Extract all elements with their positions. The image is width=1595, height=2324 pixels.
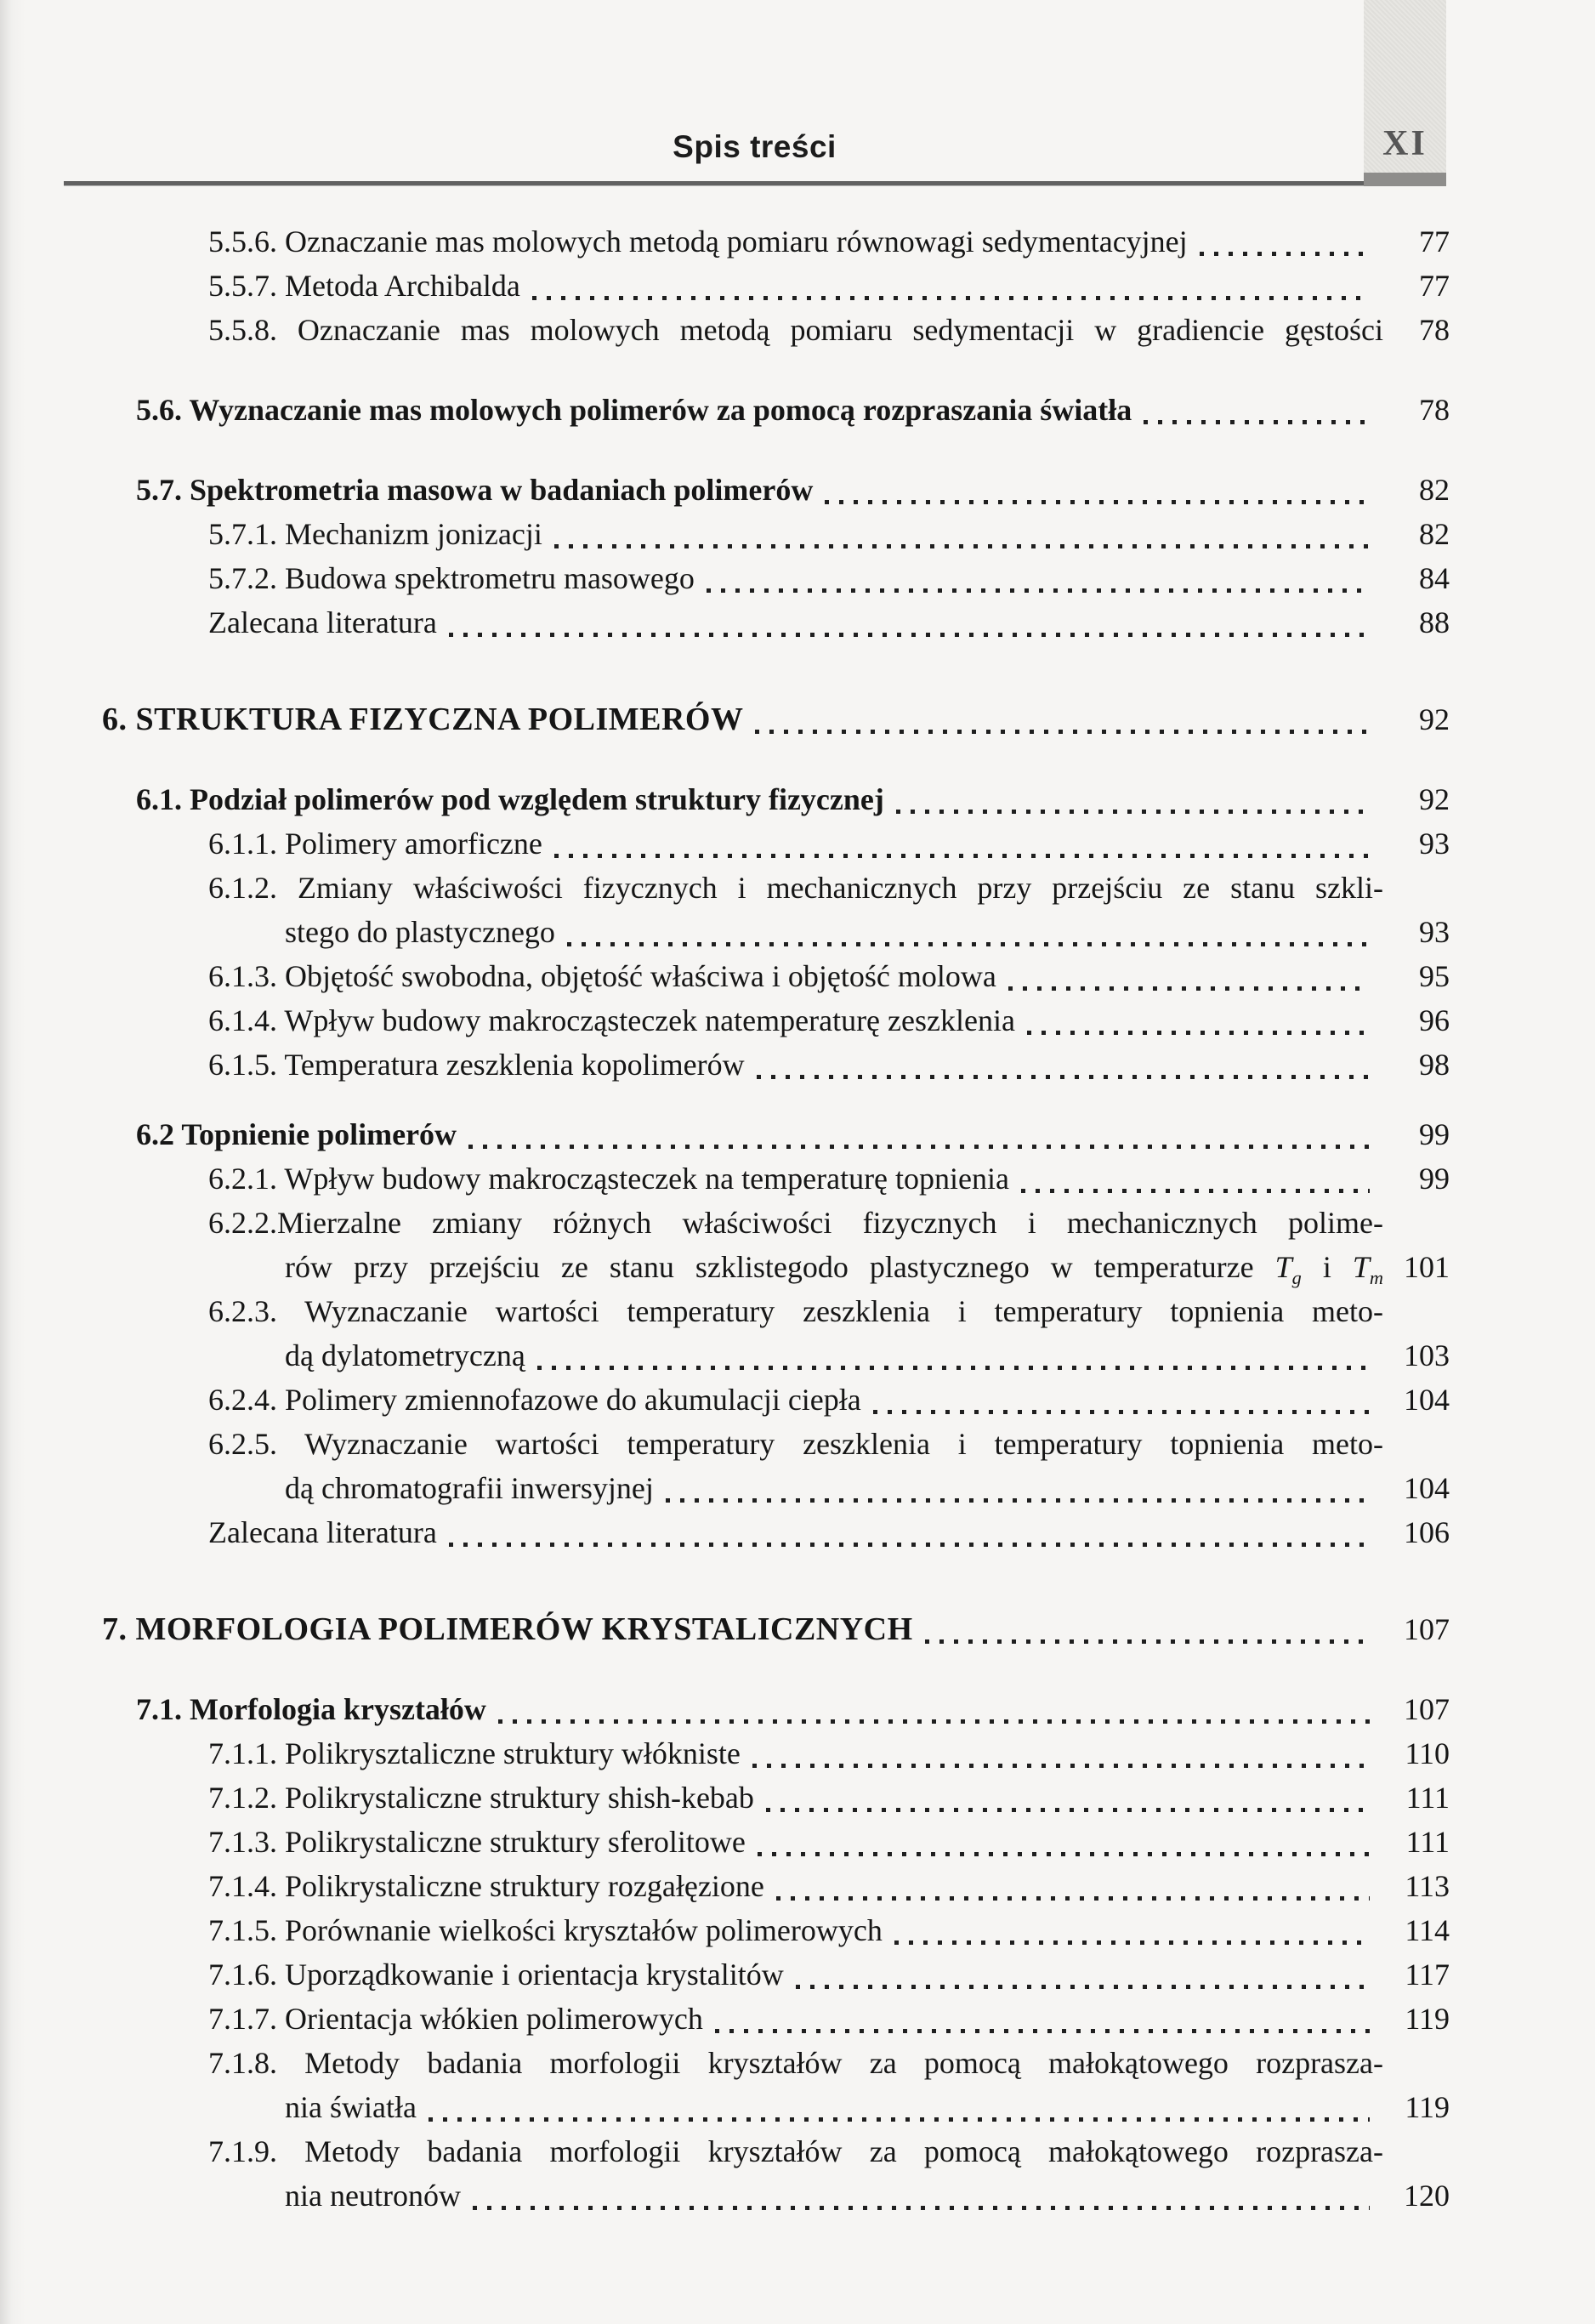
dot-leader	[429, 2117, 1370, 2122]
toc-entry	[102, 1289, 1450, 1333]
toc-entry	[102, 1112, 1450, 1156]
toc-entry	[102, 468, 1450, 512]
toc-page-number: 107	[1404, 1612, 1450, 1646]
toc-entry	[102, 1201, 1450, 1245]
toc-entry-text: Zalecana literatura	[208, 1515, 437, 1549]
toc-page-number: 111	[1405, 1781, 1450, 1815]
toc-entry	[102, 1687, 1450, 1731]
toc-page-number: 117	[1405, 1958, 1450, 1992]
toc-entry-text: 7.1.8. Metody badania morfologii kryształów za pomocą małokątowego rozprasza-	[208, 2046, 1383, 2080]
toc-entry	[102, 1997, 1450, 2041]
toc-entry-continuation	[102, 910, 1450, 954]
toc-entry	[102, 1156, 1450, 1201]
corner-tab	[1364, 0, 1446, 186]
page-header	[64, 0, 1445, 185]
dot-leader	[1027, 1031, 1370, 1035]
dot-leader	[707, 588, 1370, 593]
toc-page-number: 95	[1419, 959, 1450, 993]
toc-entry-text: 7. MORFOLOGIA POLIMERÓW KRYSTALICZNYCH	[102, 1611, 913, 1647]
toc-entry-text: 5.5.6. Oznaczanie mas molowych metodą pomiaru równowagi sedymentacyjnej	[208, 224, 1188, 259]
toc-entry	[102, 1731, 1450, 1776]
toc-entry-text: 7.1.4. Polikrystaliczne struktury rozgałęzione	[208, 1869, 764, 1903]
toc-page-number: 98	[1419, 1048, 1450, 1082]
toc-entry-text: 6.1.3. Objętość swobodna, objętość właściwa i objętość molowa	[208, 959, 996, 993]
page-title: Spis treści	[673, 129, 837, 164]
dot-leader	[567, 942, 1370, 946]
toc-entry-text: 6.2.2.Mierzalne zmiany różnych właściwości fizycznych i mechanicznych polime-	[208, 1206, 1383, 1240]
dot-leader	[1021, 1189, 1370, 1193]
toc-entry-text: 5.7.2. Budowa spektrometru masowego	[208, 561, 695, 595]
toc-page-number: 99	[1419, 1117, 1450, 1151]
toc-page-number: 104	[1404, 1471, 1450, 1505]
toc-entry	[102, 777, 1450, 821]
dot-leader	[894, 1940, 1370, 1945]
toc-entry	[102, 556, 1450, 600]
dot-leader	[757, 1075, 1370, 1079]
toc-entry	[102, 954, 1450, 998]
toc-entry	[102, 998, 1450, 1043]
toc-page-number: 93	[1419, 827, 1450, 861]
toc-entry-text: 6.2 Topnienie polimerów	[136, 1117, 457, 1151]
toc-page-number: 78	[1419, 393, 1450, 427]
toc-list	[102, 219, 1450, 2218]
dot-leader	[796, 1985, 1370, 1989]
toc-entry-text: 7.1.9. Metody badania morfologii kryształów za pomocą małokątowego rozprasza-	[208, 2134, 1383, 2168]
toc-entry-continuation	[102, 1466, 1450, 1510]
dot-leader	[752, 1764, 1370, 1768]
toc-page-number: 101	[1404, 1250, 1450, 1284]
dot-leader	[1144, 420, 1370, 424]
toc-page-number: 93	[1419, 915, 1450, 949]
toc-entry-text: 5.7.1. Mechanizm jonizacji	[208, 517, 542, 551]
dot-leader	[766, 1808, 1370, 1812]
toc-entry-text: 5.6. Wyznaczanie mas molowych polimerów za pomocą rozpraszania światła	[136, 393, 1132, 427]
dot-leader	[473, 2206, 1370, 2210]
toc-entry	[102, 1952, 1450, 1997]
toc-entry-text: 7.1.3. Polikrystaliczne struktury sferolitowe	[208, 1825, 746, 1859]
toc-entry-text: 6.2.1. Wpływ budowy makrocząsteczek na temperaturę topnienia	[208, 1162, 1009, 1196]
toc-page-number: 82	[1419, 517, 1450, 551]
toc-entry-text: 5.5.8. Oznaczanie mas molowych metodą pomiaru sedymentacji w gradiencie gęstości	[208, 313, 1383, 347]
corner-tab-band	[1364, 173, 1446, 186]
toc-entry-text: 7.1.1. Polikrysztaliczne struktury włókniste	[208, 1736, 741, 1770]
toc-entry-text: 6.1.1. Polimery amorficzne	[208, 827, 542, 861]
toc-page-number: 114	[1405, 1913, 1450, 1947]
toc-entry-text: 6.2.3. Wyznaczanie wartości temperatury zeszklenia i temperatury topnienia meto-	[208, 1294, 1383, 1328]
toc-entry	[102, 264, 1450, 308]
toc-page-number: 106	[1404, 1515, 1450, 1549]
toc-entry-text: 7.1. Morfologia kryształów	[136, 1692, 486, 1726]
toc-entry-continuation	[102, 1333, 1450, 1378]
toc-entry-text: 7.1.5. Porównanie wielkości kryształów polimerowych	[208, 1913, 883, 1947]
dot-leader	[776, 1896, 1370, 1901]
toc-entry	[102, 2041, 1450, 2085]
toc-entry-text: 5.5.7. Metoda Archibalda	[208, 269, 520, 303]
dot-leader	[468, 1145, 1370, 1149]
toc-entry-text: nia światła	[285, 2090, 417, 2124]
toc-entry-continuation	[102, 2085, 1450, 2129]
dot-leader	[715, 2029, 1370, 2033]
dot-leader	[873, 1410, 1370, 1414]
dot-leader	[449, 633, 1370, 637]
toc-entry	[102, 821, 1450, 866]
toc-entry-text: 7.1.2. Polikrystaliczne struktury shish-kebab	[208, 1781, 754, 1815]
dot-leader	[825, 500, 1370, 504]
toc-entry-text: dą dylatometryczną	[285, 1338, 525, 1372]
toc-page-number: 92	[1419, 702, 1450, 736]
toc-page-number: 82	[1419, 473, 1450, 507]
toc-entry	[102, 2129, 1450, 2173]
toc-entry	[102, 1378, 1450, 1422]
header-rule	[64, 181, 1445, 185]
toc-entry	[102, 1043, 1450, 1087]
toc-entry-text: 5.7. Spektrometria masowa w badaniach polimerów	[136, 473, 814, 507]
dot-leader	[896, 810, 1370, 814]
toc-entry	[102, 866, 1450, 910]
toc-entry	[102, 1422, 1450, 1466]
toc-page-number: 96	[1419, 1003, 1450, 1037]
dot-leader	[449, 1543, 1370, 1547]
toc-entry-text: dą chromatografii inwersyjnej	[285, 1471, 654, 1505]
toc-entry	[102, 600, 1450, 645]
toc-entry	[102, 388, 1450, 432]
toc-entry-continuation	[102, 1245, 1450, 1289]
toc-page-number: 99	[1419, 1162, 1450, 1196]
toc-entry-text: Zalecana literatura	[208, 605, 437, 639]
toc-entry	[102, 697, 1450, 742]
toc-entry	[102, 1776, 1450, 1820]
toc-entry-text: rów przy przejściu ze stanu szklistegodo plastycznego w temperaturze $T_g$ i $T_m$	[285, 1250, 1383, 1289]
dot-leader	[498, 1719, 1370, 1724]
toc-entry-text: 6.1.4. Wpływ budowy makrocząsteczek natemperaturę zeszklenia	[208, 1003, 1015, 1037]
toc-page-number: 119	[1405, 2002, 1450, 2036]
toc-entry-text: 6.1. Podział polimerów pod względem struktury fizycznej	[136, 782, 884, 816]
toc-entry-text: 6. STRUKTURA FIZYCZNA POLIMERÓW	[102, 702, 744, 737]
toc-entry-text: 7.1.6. Uporządkowanie i orientacja krystalitów	[208, 1958, 784, 1992]
toc-entry	[102, 1607, 1450, 1651]
toc-entry-text: stego do plastycznego	[285, 915, 555, 949]
toc-page-number: 84	[1419, 561, 1450, 595]
dot-leader	[758, 1852, 1370, 1856]
toc-entry-text: 6.2.4. Polimery zmiennofazowe do akumulacji ciepła	[208, 1383, 861, 1417]
toc-page-number: 77	[1419, 269, 1450, 303]
toc-entry	[102, 219, 1450, 264]
dot-leader	[537, 1366, 1370, 1370]
toc-entry	[102, 1820, 1450, 1864]
toc-page-number: 120	[1404, 2179, 1450, 2213]
toc-entry-text: 6.2.5. Wyznaczanie wartości temperatury zeszklenia i temperatury topnienia meto-	[208, 1427, 1383, 1461]
corner-page-number: XI	[1382, 124, 1428, 163]
toc-entry-text: nia neutronów	[285, 2179, 461, 2213]
toc-page-number: 92	[1419, 782, 1450, 816]
toc-page-number: 78	[1419, 313, 1450, 347]
toc-entry-text: 6.1.5. Temperatura zeszklenia kopolimerów	[208, 1048, 745, 1082]
toc-entry	[102, 1510, 1450, 1554]
toc-entry	[102, 1864, 1450, 1908]
toc-page-number: 119	[1405, 2090, 1450, 2124]
dot-leader	[1008, 986, 1370, 991]
toc-page-number: 77	[1419, 224, 1450, 259]
toc-page-number: 88	[1419, 605, 1450, 639]
toc-entry-text: 7.1.7. Orientacja włókien polimerowych	[208, 2002, 703, 2036]
dot-leader	[925, 1639, 1370, 1644]
toc-page-number: 107	[1404, 1692, 1450, 1726]
toc-page-number: 110	[1405, 1736, 1450, 1770]
toc-page-number: 111	[1405, 1825, 1450, 1859]
dot-leader	[1200, 252, 1370, 256]
toc-page-number: 103	[1404, 1338, 1450, 1372]
dot-leader	[755, 730, 1370, 734]
dot-leader	[532, 296, 1370, 300]
dot-leader	[554, 544, 1370, 548]
toc-entry	[102, 308, 1450, 352]
toc-page-number: 104	[1404, 1383, 1450, 1417]
dot-leader	[666, 1498, 1370, 1503]
toc-entry	[102, 512, 1450, 556]
toc-entry	[102, 1908, 1450, 1952]
toc-entry-text: 6.1.2. Zmiany właściwości fizycznych i mechanicznych przy przejściu ze stanu szkli-	[208, 871, 1383, 905]
toc-entry-continuation	[102, 2173, 1450, 2218]
toc-page-number: 113	[1405, 1869, 1450, 1903]
dot-leader	[554, 854, 1370, 858]
